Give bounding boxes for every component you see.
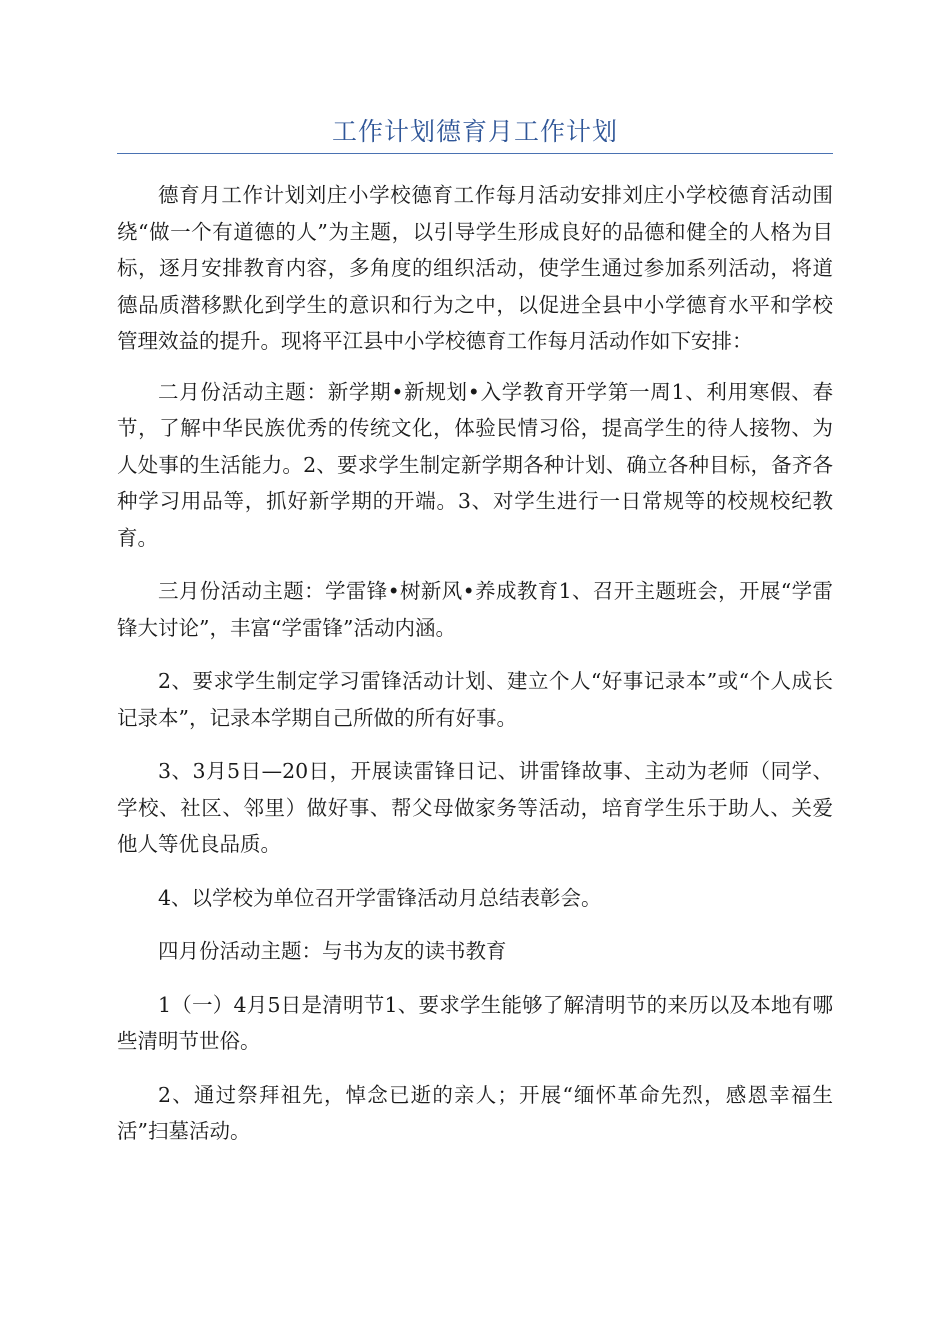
paragraph-march: 三月份活动主题：学雷锋•树新风•养成教育1、召开主题班会，开展“学雷锋大讨论”，丰富“学雷锋”活动内涵。 <box>117 579 833 640</box>
title-underline <box>117 153 833 154</box>
paragraph-march-item-2: 2、要求学生制定学习雷锋活动计划、建立个人“好事记录本”或“个人成长记录本”，记录本学期自己所做的所有好事。 <box>117 669 833 730</box>
paragraph-april-item-2: 2、通过祭拜祖先，悼念已逝的亲人；开展“缅怀革命先烈，感恩幸福生活”扫墓活动。 <box>117 1082 833 1143</box>
document-body <box>117 177 833 1167</box>
paragraph-march-item-3: 3、3月5日—20日，开展读雷锋日记、讲雷锋故事、主动为老师（同学、学校、社区、邻里）做好事、帮父母做家务等活动，培育学生乐于助人、关爱他人等优良品质。 <box>117 759 833 856</box>
paragraph-intro: 德育月工作计划刘庄小学校德育工作每月活动安排刘庄小学校德育活动围绕“做一个有道德的人”为主题，以引导学生形成良好的品德和健全的人格为目标，逐月安排教育内容，多角度的组织活动，使学生通过参加系列活动，将道德品质潜移默化到学生的意识和行为之中，以促进全县中小学德育水平和学校管理效益的提升。现将平江县中小学校德育工作每月活动作如下安排： <box>117 183 833 353</box>
paragraph-february: 二月份活动主题：新学期•新规划•入学教育开学第一周1、利用寒假、春节，了解中华民族优秀的传统文化，体验民情习俗，提高学生的待人接物、为人处事的生活能力。2、要求学生制定新学期各种计划、确立各种目标，备齐各种学习用品等，抓好新学期的开端。3、对学生进行一日常规等的校规校纪教育。 <box>117 379 833 550</box>
paragraph-march-item-4: 4、以学校为单位召开学雷锋活动月总结表彰会。 <box>158 885 602 910</box>
paragraph-april-item-1: 1（一）4月5日是清明节1、要求学生能够了解清明节的来历以及本地有哪些清明节世俗。 <box>117 992 833 1053</box>
document-title: 工作计划德育月工作计划 <box>331 117 618 146</box>
paragraph-april: 四月份活动主题：与书为友的读书教育 <box>158 939 507 963</box>
